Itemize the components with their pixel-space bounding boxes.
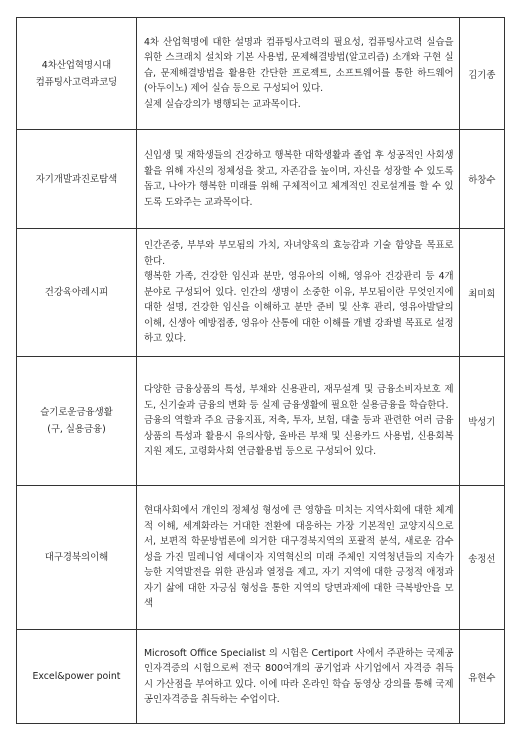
course-description-cell bbox=[136, 630, 459, 724]
course-name: 대구경북의이해 bbox=[44, 552, 109, 563]
course-description: 4차 산업혁명에 대한 설명과 컴퓨팅사고력의 필요성, 컴퓨팅사고력 실습을 위한 스크래치 설치와 기본 사용법, 문제해결방법(알고리즘) 소개와 구현 실습, 문제해결방법을 활용한 간단한 프로젝트, 소프트웨어를 통한 하드웨어(아두이노) 제어 실습 등으로 구성되어 있다. bbox=[143, 36, 454, 95]
course-name-cell bbox=[17, 630, 137, 724]
course-description-cell bbox=[136, 130, 459, 229]
table-row bbox=[17, 130, 505, 229]
professor-name: 박성기 bbox=[459, 357, 504, 486]
course-description: Microsoft Office Specialist 의 시험은 Certiport 사에서 주관하는 국제공인자격증의 시험으로써 전국 800여개의 공기업과 사기업에서 자격증 취득 시 가산점을 부여하고 있다. 이에 따라 온라인 학습 동영상 강의를 통해 국제공인자격증을 취득하는 수업이다. bbox=[143, 647, 454, 705]
course-name: 슬기로운금융생활 bbox=[40, 407, 113, 418]
table-row bbox=[17, 630, 505, 724]
table-row bbox=[17, 229, 505, 357]
course-description: 신입생 및 재학생들의 건강하고 행복한 대학생활과 졸업 후 성공적인 사회생활을 위해 자신의 정체성을 찾고, 자존감을 높이며, 자신을 성장할 수 있도록 돕고, 나아가 행복한 미래를 위해 구체적이고 체계적인 진로설계를 할 수 있도록 도와주는 교과목이다. bbox=[143, 150, 454, 208]
course-name-cell bbox=[17, 18, 137, 130]
table-row bbox=[17, 486, 505, 630]
professor-name: 김기종 bbox=[459, 18, 504, 130]
table-row bbox=[17, 357, 505, 486]
professor-name: 유현수 bbox=[459, 630, 504, 724]
course-description: 인간존중, 부부와 부모됨의 가치, 자녀양육의 효능감과 기술 함양을 목표로 한다. bbox=[143, 240, 454, 267]
course-description-cell bbox=[136, 357, 459, 486]
course-description: 현대사회에서 개인의 정체성 형성에 큰 영향을 미치는 지역사회에 대한 체계적 이해, 세계화라는 거대한 전환에 대응하는 가장 기본적인 교양지식으로서, 보편적 학문방법론에 의거한 대구경북지역의 포괄적 분석, 새로운 감수성을 가진 밀레니엄 세대이자 지역혁신의 미래 주체인 지역청년들의 지속가능한 지역발전을 위한 관심과 열정을 제고, 자기 지역에 대한 긍정적 애정과 자기 삶에 대한 자긍심 형성을 통한 지역의 당면과제에 대한 극복방안을 모색 bbox=[143, 505, 454, 610]
course-description-cell bbox=[136, 229, 459, 357]
course-name-cell bbox=[17, 357, 137, 486]
course-description-note: 금융의 역할과 주요 금융지표, 저축, 투자, 보험, 대출 등과 관련한 여러 금융상품의 특성과 활용시 유의사항, 올바른 부채 및 신용카드 사용법, 신용회복지원 제도, 고령화사회 연금활용법 등으로 구성되어 있다. bbox=[143, 415, 454, 458]
course-description-note: 행복한 가족, 건강한 임신과 분만, 영유아의 이해, 영유아 건강관리 등 4개 분야로 구성되어 있다. 인간의 생명이 소중한 이유, 부모됨이란 무엇인지에 대한 설명, 건강한 임신을 이해하고 분만 준비 및 산후 관리, 영유아발달의 이해, 신생아 예방접종, 영유아 산통에 대한 이해를 개별 강좌별 목표로 설정하고 있다. bbox=[143, 271, 454, 345]
course-name: 자기개발과진로탐색 bbox=[35, 173, 118, 185]
course-description: 다양한 금융상품의 특성, 부채와 신용관리, 재무설계 및 금융소비자보호 제도, 신기술과 금융의 변화 등 실제 금융생활에 필요한 실용금융을 학습한다. bbox=[143, 384, 454, 411]
course-description-cell bbox=[136, 18, 459, 130]
course-name: 건강육아레시피 bbox=[44, 287, 109, 298]
course-description-note: 실제 실습강의가 병행되는 교과목이다. bbox=[143, 98, 301, 110]
course-name: (구, 실용금융) bbox=[47, 424, 106, 435]
course-description-cell bbox=[136, 486, 459, 630]
course-name: 4차산업혁명시대 bbox=[41, 59, 112, 71]
table-row bbox=[17, 18, 505, 130]
course-name-cell bbox=[17, 130, 137, 229]
course-name-cell bbox=[17, 229, 137, 357]
course-name: 컴퓨팅사고력과코딩 bbox=[35, 76, 118, 88]
professor-name: 하창수 bbox=[459, 130, 504, 229]
professor-name: 송정선 bbox=[459, 486, 504, 630]
course-name: Excel&power point bbox=[32, 671, 121, 682]
course-name-cell bbox=[17, 486, 137, 630]
course-table bbox=[16, 17, 505, 724]
professor-name: 최미희 bbox=[459, 229, 504, 357]
